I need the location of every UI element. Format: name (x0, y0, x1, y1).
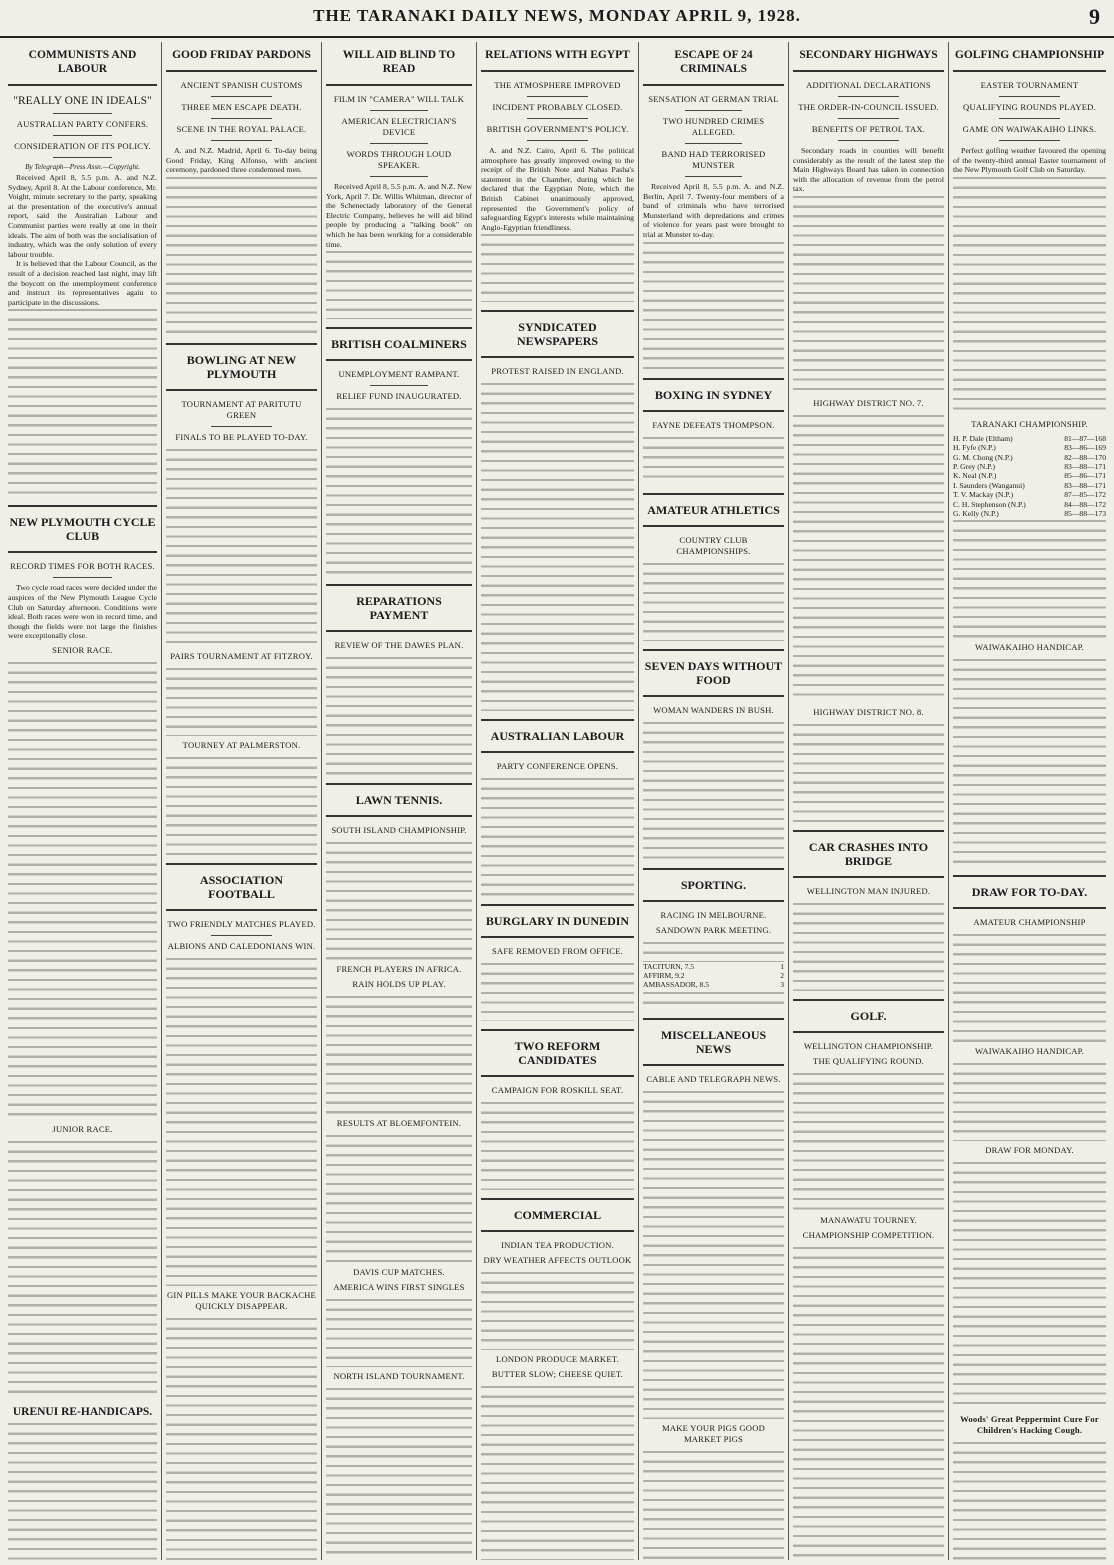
subheading: PAIRS TOURNAMENT AT FITZROY. (170, 650, 313, 661)
columns (4, 42, 1110, 1560)
headline-cycle-club: NEW PLYMOUTH CYCLE CLUB (9, 515, 156, 544)
divider (481, 936, 634, 938)
article-text-block (793, 194, 944, 394)
divider (481, 1198, 634, 1200)
subheading: SAFE REMOVED FROM OFFICE. (491, 946, 624, 957)
race-result-row (643, 971, 784, 980)
subheading: DRAW FOR MONDAY. (985, 1145, 1074, 1156)
subheading: TOURNAMENT AT PARITUTU GREEN (181, 398, 302, 420)
subheading: THE QUALIFYING ROUND. (813, 1055, 924, 1066)
subheading: SENIOR RACE. (52, 644, 113, 655)
divider (326, 584, 472, 586)
score-row (953, 471, 1106, 480)
subheading: CABLE AND TELEGRAPH NEWS. (646, 1073, 781, 1084)
horse-name: AMBASSADOR, 8.5 (643, 980, 710, 990)
divider (643, 649, 784, 651)
article-text-block (953, 1160, 1106, 1410)
divider (481, 356, 634, 358)
headline-australian-labour: AUSTRALIAN LABOUR (490, 729, 625, 744)
divider (838, 96, 898, 97)
article-text-block (481, 961, 634, 1021)
headline-commercial: COMMERCIAL (513, 1208, 602, 1223)
player-score: 83—88—171 (1064, 480, 1106, 490)
race-result-row (643, 962, 784, 971)
score-row (953, 453, 1106, 462)
headline-good-friday: GOOD FRIDAY PARDONS (172, 49, 311, 61)
subheading: AUSTRALIAN PARTY CONFERS. (16, 119, 149, 129)
divider (481, 1075, 634, 1077)
divider (643, 1064, 784, 1066)
divider (211, 96, 271, 97)
article-paragraph: A. and N.Z. Madrid, April 6. To-day being Good Friday, King Alfonso, with ancient ceremony, pardoned three condemned men. (166, 146, 317, 175)
article-text-block (8, 660, 157, 1120)
headline-boxing: BOXING IN SYDNEY (654, 387, 773, 402)
article-text-block (953, 1440, 1106, 1560)
subheading: WAIWAKAIHO HANDICAP. (974, 1046, 1085, 1057)
article-paragraph: Perfect golfing weather favoured the opening of the twenty-third annual Easter tournament of the New Plymouth Golf Club on Saturday. (953, 146, 1106, 175)
player-name: G. M. Chong (N.P.) (953, 452, 1013, 462)
divider (643, 410, 784, 412)
subheading: ANCIENT SPANISH CUSTOMS (180, 80, 303, 90)
article-paragraph: It is believed that the Labour Council, as the result of a decision reached last night, may lift the boycott on the unemployment conference and instruct its representatives again to participate in the discussions. (8, 259, 157, 307)
subheading: WELLINGTON CHAMPIONSHIP. (803, 1040, 934, 1051)
subheading: ALBIONS AND CALEDONIANS WIN. (167, 940, 316, 951)
headline-seven-days: SEVEN DAYS WITHOUT FOOD (644, 658, 783, 687)
divider (643, 1018, 784, 1020)
subheadline: URENUI RE-HANDICAPS. (12, 1405, 153, 1418)
divider (326, 84, 472, 86)
newspaper-title: THE TARANAKI DAILY NEWS, MONDAY APRIL 9, 1928. (313, 6, 801, 25)
article-paragraph: Secondary roads in counties will benefit considerably as the result of the latest step the Main Highways Board has taken in connection with the allocation of revenue from the petrol tax. (793, 146, 944, 194)
divider (166, 389, 317, 391)
divider (166, 70, 317, 72)
article-text-block (953, 932, 1106, 1042)
subheading: TOURNEY AT PALMERSTON. (182, 739, 301, 750)
subheading: SCENE IN THE ROYAL PALACE. (176, 124, 307, 134)
subheadline: "REALLY ONE IN IDEALS" (13, 95, 152, 107)
divider (370, 143, 428, 144)
subheading: BRITISH GOVERNMENT'S POLICY. (486, 124, 629, 134)
divider (999, 96, 1060, 97)
headline-reform-candidates: TWO REFORM CANDIDATES (514, 1039, 601, 1068)
subheading: FILM IN "CAMERA" WILL TALK (333, 94, 465, 104)
subheading: AMERICAN ELECTRICIAN'S DEVICE (341, 116, 457, 137)
divider (643, 525, 784, 527)
headline-association-football: ASSOCIATION FOOTBALL (199, 872, 284, 901)
article-text-block (643, 940, 784, 962)
article-text-block (643, 1449, 784, 1560)
article-text-block (643, 561, 784, 641)
headline-draw-for-today: DRAW FOR TO-DAY. (971, 885, 1088, 900)
divider (326, 783, 472, 785)
subheading: WORDS THROUGH LOUD SPEAKER. (346, 149, 452, 170)
subheading: PARTY CONFERENCE OPENS. (496, 761, 619, 772)
column-1 (4, 42, 162, 1560)
subheading: TWO FRIENDLY MATCHES PLAYED. (167, 918, 316, 929)
subheading: RELIEF FUND INAUGURATED. (336, 391, 462, 402)
article-text-block (793, 413, 944, 703)
player-score: 85—88—173 (1064, 509, 1106, 519)
player-name: T. V. Mackay (N.P.) (953, 490, 1014, 500)
divider (481, 70, 634, 72)
subheading: WELLINGTON MAN INJURED. (806, 885, 931, 896)
headline-amateur-athletics: AMATEUR ATHLETICS (647, 502, 780, 517)
divider (370, 176, 428, 177)
horse-name: TACITURN, 7.5 (643, 961, 695, 971)
column-4 (477, 42, 639, 1560)
divider (793, 830, 944, 832)
article-text-block (643, 240, 784, 370)
divider (481, 310, 634, 312)
article-paragraph: Received April 8, 5.5 p.m. A. and N.Z. New York, April 7. Dr. Willis Whitman, director of the Schenectady laboratory of the General Electric Company, believes he will aid blind people by producing a "talking book" on which he has been working for a considerable time. (326, 182, 472, 249)
subheading: MANAWATU TOURNEY. (820, 1214, 917, 1225)
article-text-block (326, 1133, 472, 1263)
divider (166, 343, 317, 345)
score-row (953, 434, 1106, 443)
divider (643, 868, 784, 870)
article-text-block (481, 1100, 634, 1190)
divider (211, 118, 271, 119)
subheading: BENEFITS OF PETROL TAX. (811, 124, 926, 134)
article-text-block (166, 1316, 317, 1560)
divider (527, 140, 588, 141)
subheading: CAMPAIGN FOR ROSKILL SEAT. (491, 1085, 624, 1096)
subheading: HIGHWAY DISTRICT NO. 7. (813, 397, 924, 408)
divider (211, 426, 271, 427)
subheading: INDIAN TEA PRODUCTION. (501, 1240, 614, 1251)
article-text-block (953, 518, 1106, 638)
subheading: REVIEW OF THE DAWES PLAN. (334, 640, 464, 651)
divider (481, 719, 634, 721)
headline-blind-to-read: WILL AID BLIND TO READ (342, 49, 456, 75)
article-text-block (953, 657, 1106, 867)
article-text-block (793, 1071, 944, 1211)
article-text-block (481, 1270, 634, 1350)
score-row (953, 443, 1106, 452)
headline-egypt: RELATIONS WITH EGYPT (485, 49, 630, 61)
subheading: RACING IN MELBOURNE. (660, 909, 767, 920)
masthead (0, 0, 1114, 38)
article-text-block (481, 232, 634, 302)
player-name: C. H. Stephenson (N.P.) (953, 499, 1026, 509)
article-text-block (326, 655, 472, 775)
advert-heading: MAKE YOUR PIGS GOOD MARKET PIGS (661, 1422, 766, 1444)
article-text-block (8, 1421, 157, 1560)
article-text-block (326, 1386, 472, 1560)
player-score: 83—88—171 (1064, 462, 1106, 471)
divider (953, 70, 1106, 72)
subheading: DRY WEATHER AFFECTS OUTLOOK (483, 1255, 632, 1266)
article-text-block (326, 406, 472, 576)
article-text-block (166, 666, 317, 736)
subheading: FAYNE DEFEATS THOMPSON. (652, 419, 775, 430)
score-row (953, 462, 1106, 471)
divider (8, 84, 157, 86)
player-name: G. Kelly (N.P.) (953, 509, 999, 519)
placing: 1 (780, 961, 784, 971)
player-name: P. Grey (N.P.) (953, 462, 995, 471)
divider (326, 359, 472, 361)
divider (53, 577, 113, 578)
article-text-block (166, 447, 317, 647)
divider (211, 935, 271, 936)
article-text-block (166, 956, 317, 1286)
subheading: FINALS TO BE PLAYED TO-DAY. (175, 431, 308, 442)
subheading: HIGHWAY DISTRICT NO. 8. (813, 706, 924, 717)
divider (793, 999, 944, 1001)
article-text-block (166, 755, 317, 855)
article-paragraph: Received April 8, 5.5 p.m. A. and N.Z. Sydney, April 8. At the Labour conference, Mr. Voight, minute secretary to the party, speaking at the presentation of the executive's annual report, said the Australian Labour and Communist parties were really at one in their ideals. The aim of both was the socialisation of industry, which was the only solution of every labour trouble. (8, 173, 157, 259)
placing: 3 (780, 980, 784, 990)
subheading: PROTEST RAISED IN ENGLAND. (491, 366, 624, 377)
divider (838, 118, 898, 119)
player-score: 83—86—169 (1064, 443, 1106, 453)
headline-lawn-tennis: LAWN TENNIS. (355, 793, 443, 808)
column-7 (949, 42, 1110, 1560)
divider (53, 157, 113, 158)
score-row (953, 509, 1106, 518)
column-3 (322, 42, 477, 1560)
article-text-block (326, 1297, 472, 1367)
article-text-block (953, 1061, 1106, 1141)
divider (793, 876, 944, 878)
divider (8, 551, 157, 553)
subheading: SENSATION AT GERMAN TRIAL (648, 94, 779, 104)
subheading: DAVIS CUP MATCHES. (353, 1267, 445, 1278)
race-result-row (643, 980, 784, 989)
divider (326, 815, 472, 817)
divider (370, 385, 428, 386)
headline-syndicated-newspapers: SYNDICATED NEWSPAPERS (516, 320, 599, 349)
headline-miscellaneous-news: MISCELLANEOUS NEWS (660, 1027, 767, 1056)
subheading: FRENCH PLAYERS IN AFRICA. (336, 964, 462, 975)
divider (166, 863, 317, 865)
divider (643, 84, 784, 86)
subheading: JUNIOR RACE. (52, 1123, 113, 1134)
subheading: WAIWAKAIHO HANDICAP. (974, 642, 1085, 653)
subheading: COUNTRY CLUB CHAMPIONSHIPS. (676, 534, 751, 556)
headline-secondary-highways: SECONDARY HIGHWAYS (799, 49, 938, 61)
score-row (953, 481, 1106, 490)
divider (685, 110, 741, 111)
player-score: 85—86—171 (1064, 471, 1106, 481)
player-score: 87—85—172 (1064, 490, 1106, 500)
subheading: EASTER TOURNAMENT (980, 80, 1079, 90)
subheading: THREE MEN ESCAPE DEATH. (181, 102, 302, 112)
article-text-block (643, 990, 784, 1010)
subheading: RECORD TIMES FOR BOTH RACES. (10, 561, 155, 572)
article-text-block (643, 720, 784, 860)
divider (953, 875, 1106, 877)
divider (326, 327, 472, 329)
headline-car-crashes: CAR CRASHES INTO BRIDGE (808, 839, 929, 868)
headline-bowling: BOWLING AT NEW PLYMOUTH (186, 352, 297, 381)
article-text-block (793, 1245, 944, 1560)
article-text-block (326, 994, 472, 1114)
page-number: 9 (1089, 4, 1100, 29)
article-text-block (326, 840, 472, 960)
article-text-block (8, 1139, 157, 1399)
divider (999, 140, 1060, 141)
divider (643, 695, 784, 697)
article-text-block (643, 1089, 784, 1419)
divider (326, 630, 472, 632)
article-text-block (793, 722, 944, 822)
divider (481, 904, 634, 906)
player-name: I. Saunders (Wanganui) (953, 480, 1025, 490)
player-name: H. Fyfe (N.P.) (953, 443, 996, 453)
subheading: AMERICA WINS FIRST SINGLES (333, 1282, 465, 1293)
article-text-block (953, 175, 1106, 415)
subheading: CONSIDERATION OF ITS POLICY. (14, 141, 151, 151)
horse-name: AFFIRM, 9.2 (643, 970, 685, 980)
headline-reparations: REPARATIONS PAYMENT (356, 594, 442, 623)
divider (481, 1029, 634, 1031)
divider (793, 70, 944, 72)
article-text-block (166, 175, 317, 335)
divider (211, 140, 271, 141)
subheading: BUTTER SLOW; CHEESE QUIET. (491, 1369, 624, 1380)
subheading: BAND HAD TERRORISED MUNSTER (661, 149, 766, 170)
subheading: THE ATMOSPHERE IMPROVED (494, 80, 621, 90)
score-row (953, 490, 1106, 499)
subheading: WOMAN WANDERS IN BUSH. (653, 704, 774, 715)
divider (643, 493, 784, 495)
divider (8, 505, 157, 507)
divider (166, 909, 317, 911)
subheading: SANDOWN PARK MEETING. (655, 924, 772, 935)
article-paragraph: Received April 8, 5.5 p.m. A. and N.Z. Berlin, April 7. Twenty-four members of a band of criminals who have terrorised Munsterland with depredations and crimes of violence for years past were brought to trial at Munster to-day. (643, 182, 784, 239)
divider (953, 907, 1106, 909)
subheading: RESULTS AT BLOEMFONTEIN. (336, 1118, 462, 1129)
column-5 (639, 42, 789, 1560)
article-paragraph: Two cycle road races were decided under the auspices of the New Plymouth League Cycle Club on Saturday afternoon. Conditions were ideal. Both races were won in record time, and though the fields were not large the finishes were exceptionally close. (8, 583, 157, 641)
subheading: ADDITIONAL DECLARATIONS (806, 80, 931, 90)
article-text-block (481, 381, 634, 711)
subheading: THE ORDER-IN-COUNCIL ISSUED. (798, 102, 939, 112)
player-score: 82—88—170 (1064, 452, 1106, 462)
headline-sporting: SPORTING. (680, 877, 747, 892)
subheading: TARANAKI CHAMPIONSHIP. (971, 418, 1088, 429)
player-name: H. P. Dale (Eltham) (953, 433, 1013, 443)
placing: 2 (780, 970, 784, 980)
headline-golfing-championship: GOLFING CHAMPIONSHIP (954, 49, 1105, 61)
divider (370, 110, 428, 111)
headline-coalminers: BRITISH COALMINERS (331, 337, 467, 352)
subheading: AMATEUR CHAMPIONSHIP (973, 917, 1086, 928)
divider (685, 176, 741, 177)
divider (481, 1230, 634, 1232)
divider (53, 135, 113, 136)
divider (643, 378, 784, 380)
headline-golf: GOLF. (850, 1008, 887, 1023)
article-paragraph: A. and N.Z. Cairo, April 6. The political atmosphere has greatly improved owing to the receipt of the British Note and Nahas Pasha's statement in the Chamber, during which he declared that the Egyptian Note, which the British Cabinet unanimously approved, represented the Government's policy of safeguarding Egypt's interests while maintaining Anglo-Egyptian friendliness. (481, 146, 634, 232)
subheading: INCIDENT PROBABLY CLOSED. (492, 102, 623, 112)
advert-heading: GIN PILLS MAKE YOUR BACKACHE QUICKLY DISAPPEAR. (167, 1289, 316, 1311)
subheading: NORTH ISLAND TOURNAMENT. (333, 1371, 465, 1382)
divider (838, 140, 898, 141)
divider (999, 118, 1060, 119)
divider (793, 1031, 944, 1033)
headline-communists-labour: COMMUNISTS AND LABOUR (28, 49, 137, 75)
divider (527, 96, 588, 97)
subheading: SOUTH ISLAND CHAMPIONSHIP. (331, 825, 467, 836)
subheading: GAME ON WAIWAKAIHO LINKS. (962, 124, 1097, 134)
player-name: K. Neal (N.P.) (953, 471, 997, 481)
subheading: QUALIFYING ROUNDS PLAYED. (963, 102, 1096, 112)
score-row (953, 500, 1106, 509)
advert-heading: Woods' Great Peppermint Cure For Children's Hacking Cough. (960, 1414, 1099, 1436)
headline-burglary: BURGLARY IN DUNEDIN (485, 914, 630, 929)
headline-escape-criminals: ESCAPE OF 24 CRIMINALS (674, 49, 753, 75)
player-score: 81—87—168 (1064, 433, 1106, 443)
article-text-block (8, 307, 157, 497)
article-text-block (326, 249, 472, 319)
divider (481, 751, 634, 753)
subheading: CHAMPIONSHIP COMPETITION. (802, 1229, 935, 1240)
subheading: UNEMPLOYMENT RAMPANT. (338, 369, 460, 380)
divider (53, 113, 113, 114)
divider (527, 118, 588, 119)
article-text-block (643, 435, 784, 485)
player-score: 84—88—172 (1064, 499, 1106, 509)
subheading: LONDON PRODUCE MARKET. (496, 1354, 619, 1365)
divider (643, 900, 784, 902)
subheading: RAIN HOLDS UP PLAY. (352, 979, 446, 990)
article-text-block (793, 901, 944, 991)
subheading: TWO HUNDRED CRIMES ALLEGED. (662, 116, 765, 137)
dateline: By Telegraph—Press Assn.—Copyright. (25, 163, 140, 171)
column-6 (789, 42, 949, 1560)
divider (685, 143, 741, 144)
column-2 (162, 42, 322, 1560)
article-text-block (481, 776, 634, 896)
article-text-block (481, 1384, 634, 1560)
